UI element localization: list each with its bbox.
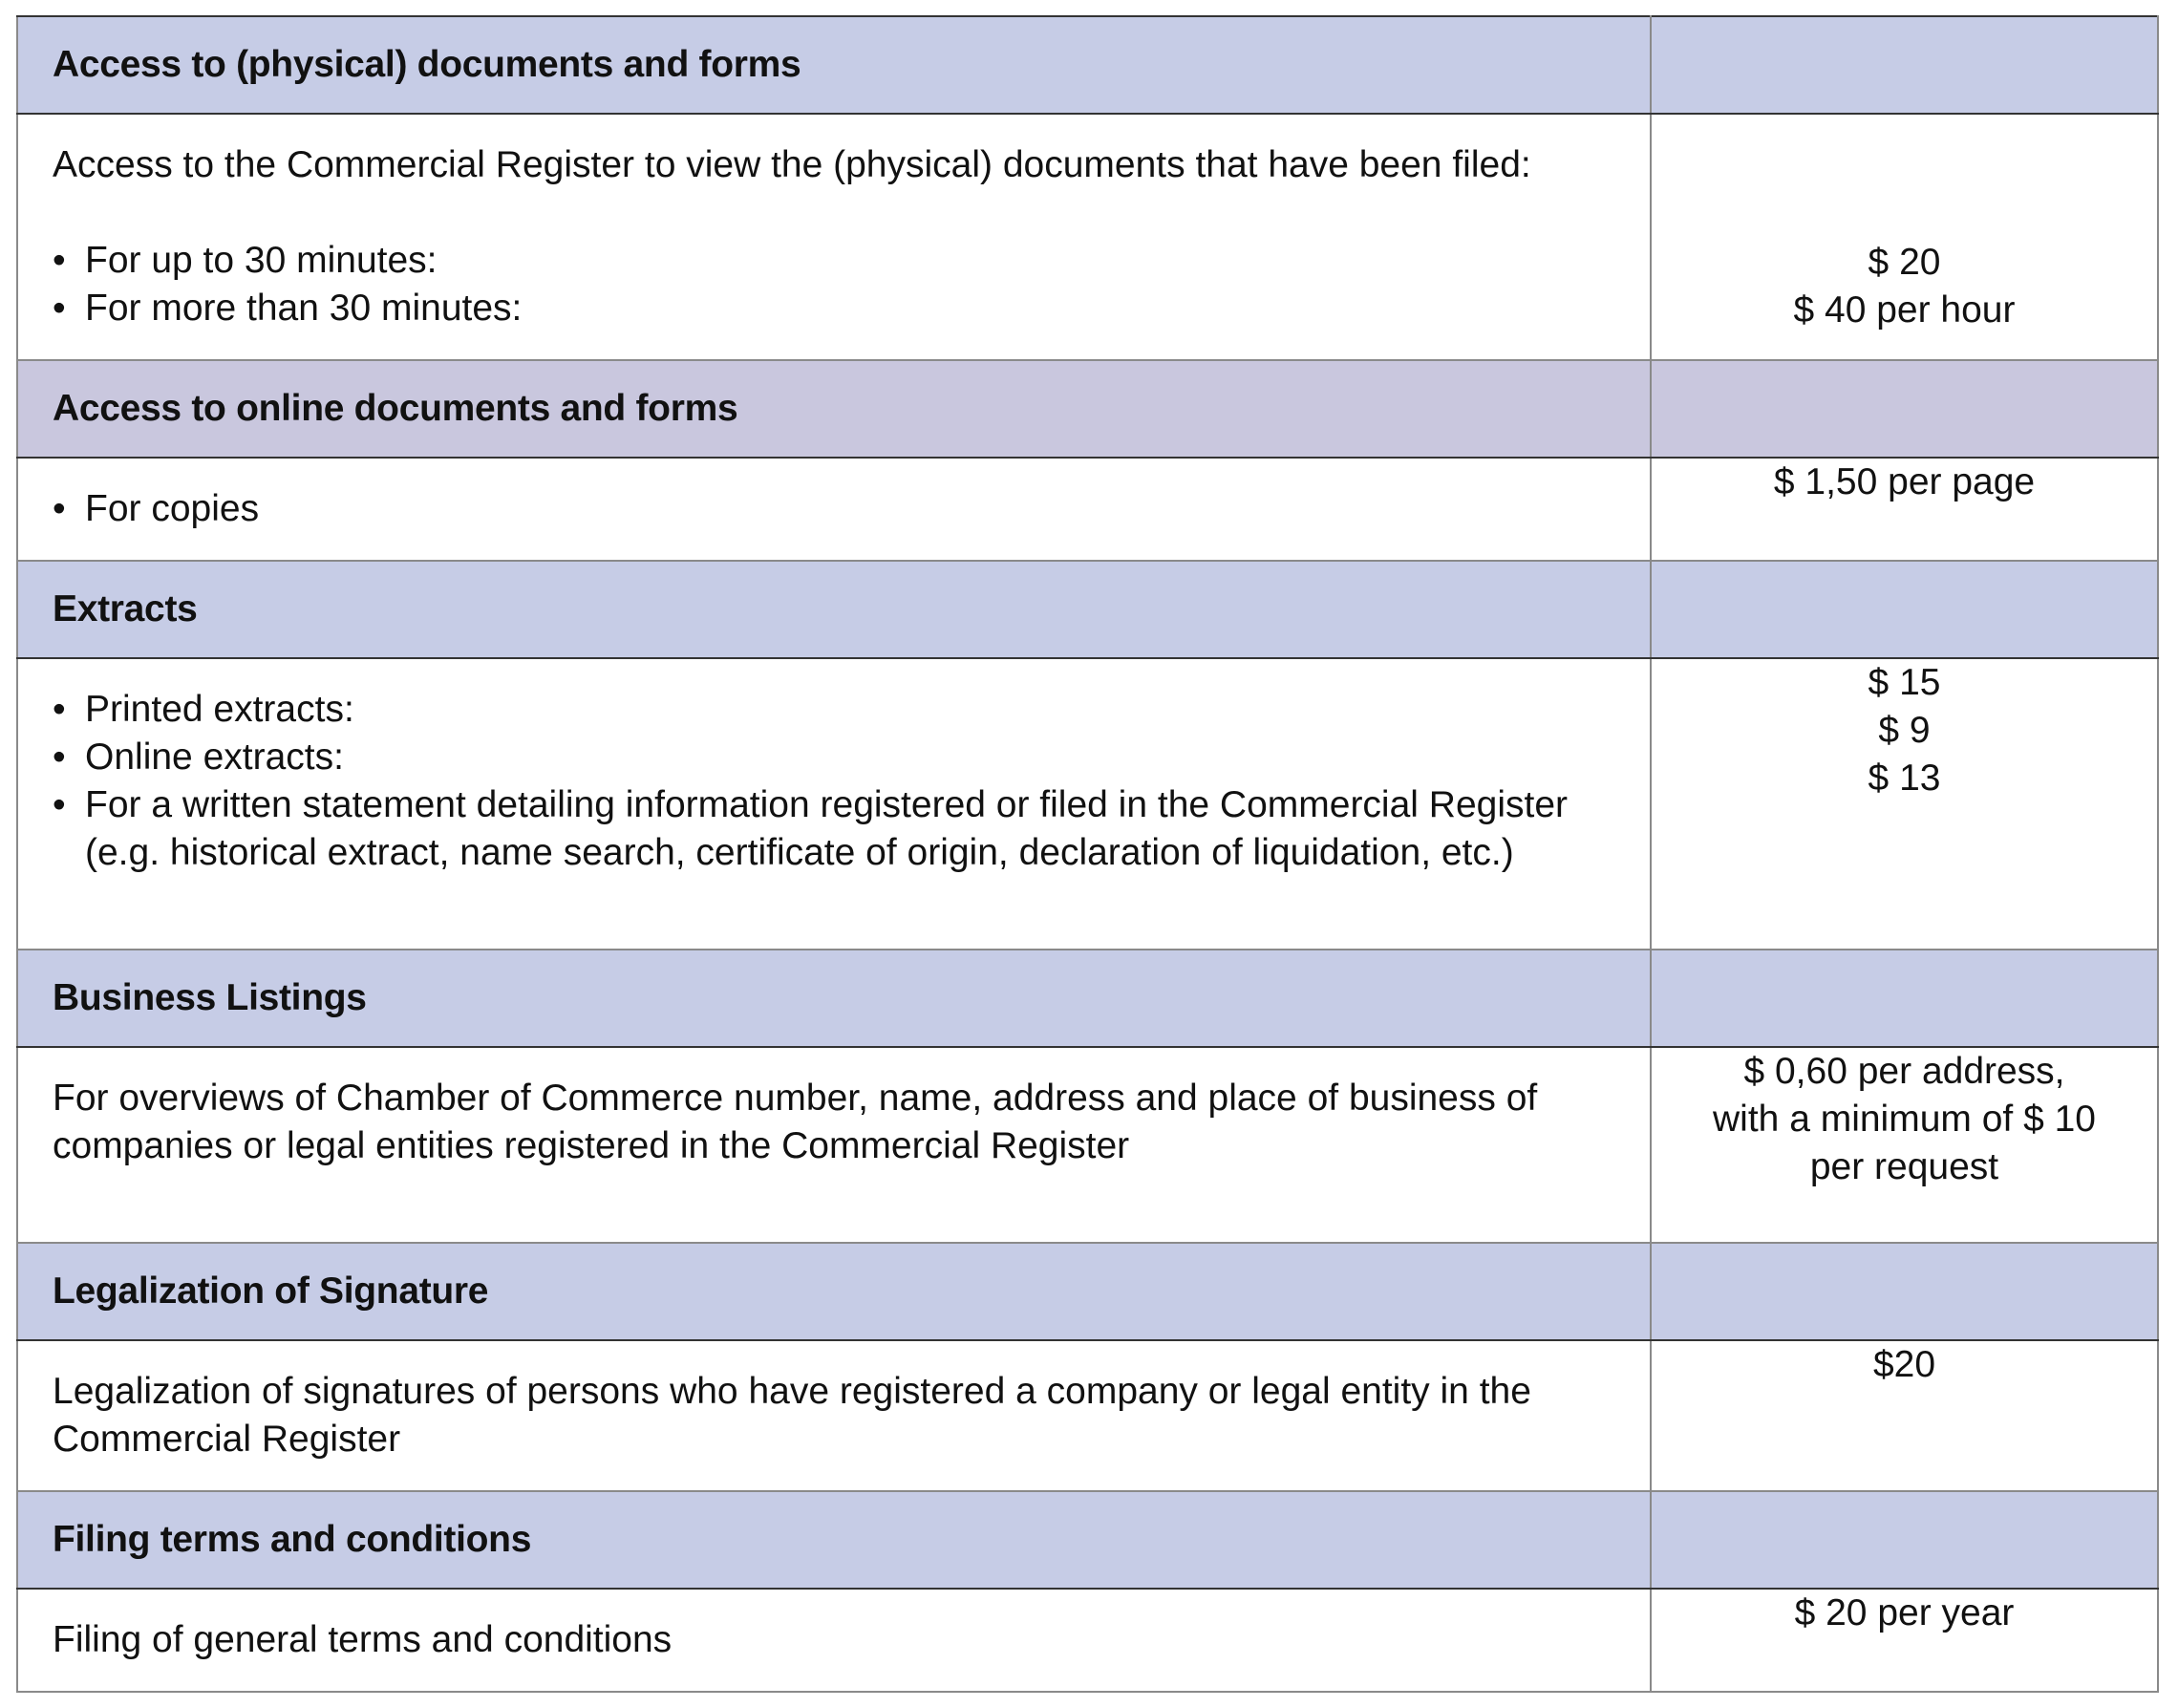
price-cell (1651, 114, 2158, 360)
list-item (53, 237, 1615, 285)
list-item (53, 781, 1615, 877)
list-item (53, 734, 1615, 781)
section-title: Access to (physical) documents and forms (17, 16, 1651, 114)
section-header-legalization (17, 1243, 2158, 1340)
list-item-text: For up to 30 minutes: (85, 240, 438, 281)
price-value: $ 0,60 per address, (1743, 1051, 2065, 1092)
price-value: with a minimum of $ 10 (1713, 1099, 2096, 1140)
list-item-text: For copies (85, 488, 260, 529)
section-title: Access to online documents and forms (17, 360, 1651, 458)
section-title: Extracts (17, 561, 1651, 658)
table-row (17, 1340, 2158, 1491)
list-item (53, 485, 1615, 533)
section-header-physical-access (17, 16, 2158, 114)
section-header-price-cell (1651, 561, 2158, 658)
bullet-icon: • (53, 488, 66, 529)
price-value: $20 (1872, 1344, 1936, 1385)
price-value: $ 40 per hour (1793, 289, 2016, 331)
section-title: Business Listings (17, 950, 1651, 1047)
bullet-icon: • (53, 288, 66, 329)
price-cell (1651, 1340, 2158, 1491)
section-title: Filing terms and conditions (17, 1491, 1651, 1589)
description-text: Filing of general terms and conditions (53, 1619, 673, 1660)
description-cell (17, 114, 1651, 360)
bullet-icon: • (53, 689, 66, 730)
description-cell (17, 658, 1651, 950)
list-item-text: Online extracts: (85, 737, 344, 778)
table-row (17, 1589, 2158, 1692)
description-cell (17, 1589, 1651, 1692)
table-row (17, 658, 2158, 950)
section-header-business-listings (17, 950, 2158, 1047)
section-header-price-cell (1651, 1243, 2158, 1340)
price-value: $ 20 (1868, 242, 1941, 283)
price-value: $ 13 (1868, 758, 1941, 799)
price-value: $ 9 (1878, 710, 1931, 751)
price-cell (1651, 1047, 2158, 1243)
description-cell (17, 458, 1651, 561)
list-item (53, 686, 1615, 734)
table-row (17, 458, 2158, 561)
price-value: $ 20 per year (1794, 1592, 2015, 1633)
list-item-text: For more than 30 minutes: (85, 288, 523, 329)
description-cell (17, 1047, 1651, 1243)
price-cell (1651, 1589, 2158, 1692)
bullet-icon: • (53, 784, 66, 825)
price-value: $ 1,50 per page (1773, 461, 2036, 502)
description-text: For overviews of Chamber of Commerce number, name, address and place of business of companies or legal entities registered in the Commercial Register (53, 1078, 1538, 1166)
section-header-filing-terms (17, 1491, 2158, 1589)
spacer (53, 189, 1615, 237)
section-header-online-access (17, 360, 2158, 458)
fee-table (16, 15, 2159, 1693)
bullet-icon: • (53, 240, 66, 281)
price-value: $ 15 (1868, 662, 1941, 703)
table-row (17, 1047, 2158, 1243)
section-title: Legalization of Signature (17, 1243, 1651, 1340)
bullet-icon: • (53, 737, 66, 778)
section-header-price-cell (1651, 16, 2158, 114)
list-item (53, 285, 1615, 332)
price-cell (1651, 658, 2158, 950)
description-text: Legalization of signatures of persons who have registered a company or legal entity in the Commercial Register (53, 1371, 1531, 1460)
price-cell (1651, 458, 2158, 561)
section-header-price-cell (1651, 360, 2158, 458)
table-row (17, 114, 2158, 360)
price-value: per request (1809, 1146, 1999, 1187)
section-header-price-cell (1651, 950, 2158, 1047)
list-item-text: For a written statement detailing information registered or filed in the Commercial Register (e.g. historical extract, name search, certificate of origin, declaration of liquidation, etc.) (85, 784, 1569, 873)
section-header-extracts (17, 561, 2158, 658)
section-header-price-cell (1651, 1491, 2158, 1589)
description-cell (17, 1340, 1651, 1491)
intro-text: Access to the Commercial Register to view the (physical) documents that have been filed: (53, 144, 1531, 185)
list-item-text: Printed extracts: (85, 689, 354, 730)
